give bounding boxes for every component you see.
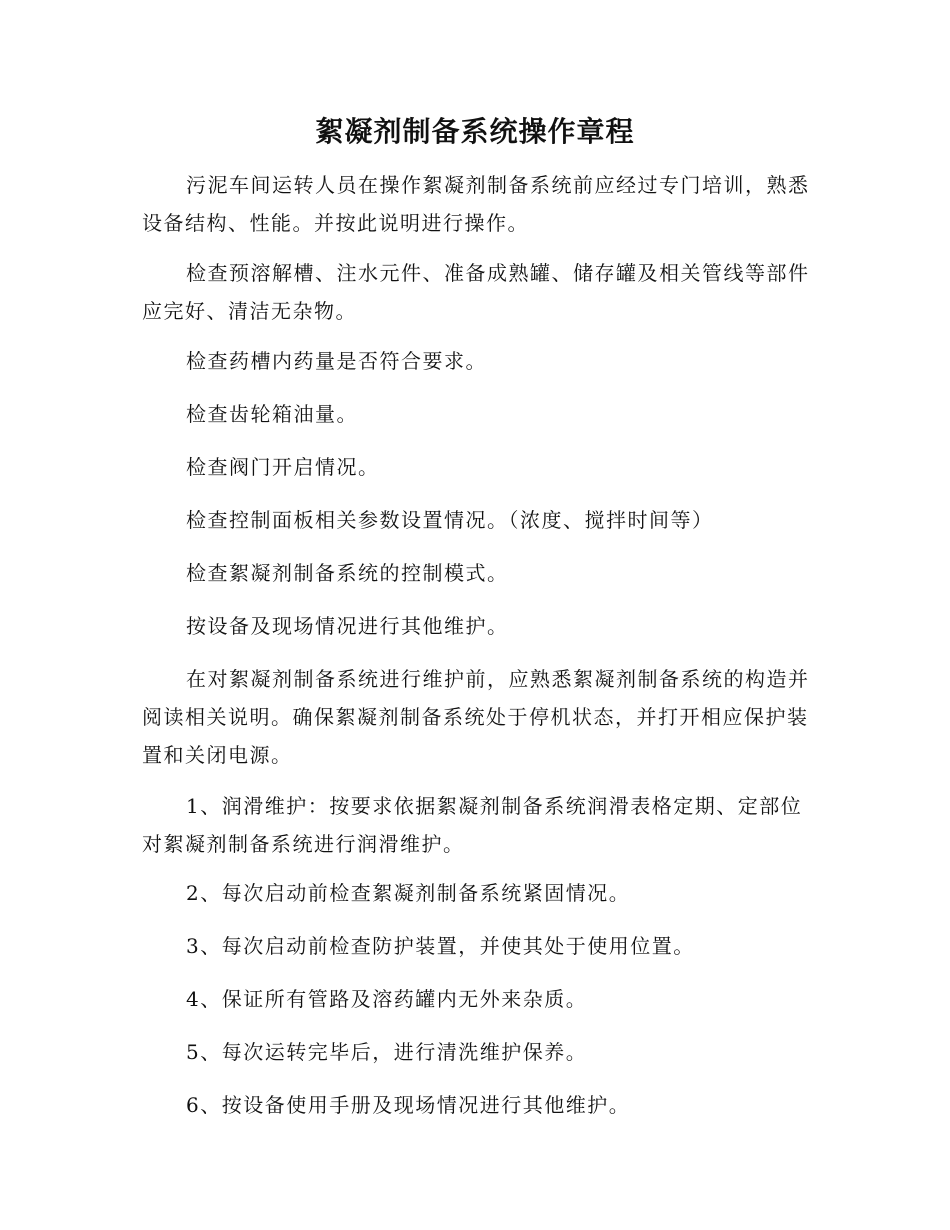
paragraph-check-mode: 检查絮凝剂制备系统的控制模式。 [186, 561, 509, 585]
paragraph-before-maintenance: 在对絮凝剂制备系统进行维护前，应熟悉絮凝剂制备系统的构造并阅读相关说明。确保絮凝剂制备系统处于停机状态，并打开相应保护装置和关闭电源。 [142, 667, 810, 767]
paragraph-check-panel: 检查控制面板相关参数设置情况。（浓度、搅拌时间等） [186, 508, 714, 532]
list-item-protection: 3、每次启动前检查防护装置，并使其处于使用位置。 [186, 934, 695, 958]
paragraph-check-gearbox: 检查齿轮箱油量。 [186, 402, 358, 426]
document-title: 絮凝剂制备系统操作章程 [315, 115, 635, 148]
list-item-manual: 6、按设备使用手册及现场情况进行其他维护。 [186, 1093, 631, 1117]
list-item-cleaning: 5、每次运转完毕后，进行清洗维护保养。 [186, 1040, 588, 1064]
paragraph-other-maintenance: 按设备及现场情况进行其他维护。 [186, 614, 509, 638]
paragraph-check-components: 检查预溶解槽、注水元件、准备成熟罐、储存罐及相关管线等部件应完好、清洁无杂物。 [142, 261, 810, 323]
paragraph-training: 污泥车间运转人员在操作絮凝剂制备系统前应经过专门培训，熟悉设备结构、性能。并按此说明进行操作。 [142, 173, 810, 235]
list-item-lubrication: 1、润滑维护：按要求依据絮凝剂制备系统润滑表格定期、定部位对絮凝剂制备系统进行润滑维护。 [142, 794, 803, 856]
paragraph-check-valves: 检查阀门开启情况。 [186, 455, 380, 479]
list-item-fastening: 2、每次启动前检查絮凝剂制备系统紧固情况。 [186, 881, 631, 905]
paragraph-check-dosage: 检查药槽内药量是否符合要求。 [186, 349, 487, 373]
list-item-pipes: 4、保证所有管路及溶药罐内无外来杂质。 [186, 987, 588, 1011]
